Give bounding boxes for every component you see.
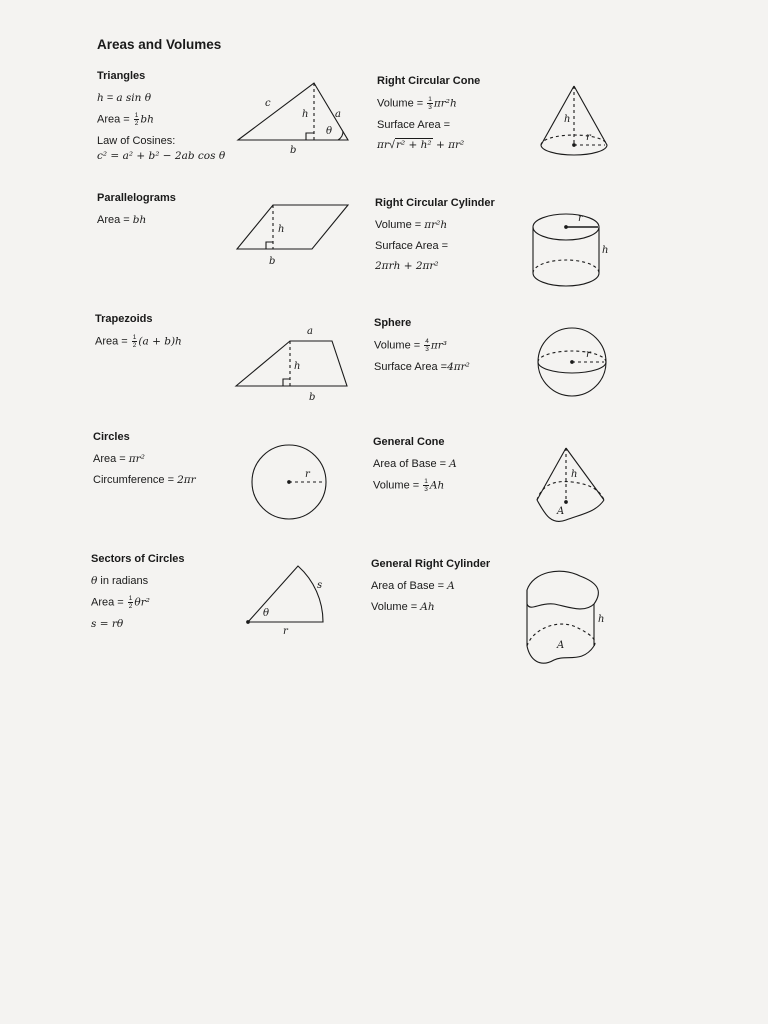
cone-surface-area-formula: πr√r² + h² + πr² [377, 139, 465, 151]
trapezoid-label-a: a [307, 326, 313, 337]
trapezoid-outline [236, 341, 347, 386]
general-cone-base-front [537, 500, 604, 521]
law-of-cosines-formula: c² = a² + b² − 2ab cos θ [97, 150, 226, 162]
general-cone-foot-dot [565, 501, 568, 504]
cylinder-label-r: r [578, 213, 583, 224]
general-cylinder-volume-formula: Volume = Ah [371, 601, 435, 613]
right-cylinder-figure [533, 213, 608, 286]
cylinder-label-h: h [602, 245, 609, 256]
circle-figure [252, 445, 326, 519]
triangles-heading: Triangles [97, 70, 146, 82]
right-cone-figure [541, 86, 607, 155]
general-cone-label-A: A [557, 506, 565, 517]
cone-surface-area-label: Surface Area = [377, 119, 451, 131]
right-cone-heading: Right Circular Cone [377, 75, 481, 87]
cylinder-surface-area-formula: 2πrh + 2πr² [375, 260, 439, 272]
cone-volume-formula: Volume = $\frac{1}{3}$ πr²h [377, 96, 457, 111]
sector-vertex-dot [247, 621, 250, 624]
general-cone-base-formula: Area of Base = A [373, 458, 457, 470]
cylinder-base-front [533, 273, 599, 286]
trapezoid-label-b: b [309, 392, 316, 403]
law-of-cosines-label: Law of Cosines: [97, 135, 176, 147]
triangle-label-a: a [335, 109, 341, 120]
general-cone-heading: General Cone [373, 436, 445, 448]
sphere-figure [538, 328, 606, 396]
parallelogram-outline [237, 205, 348, 249]
cone-label-r: r [586, 132, 591, 143]
triangle-height-formula: h = a sin θ [97, 92, 152, 104]
sector-label-s: s [317, 580, 323, 591]
trapezoids-heading: Trapezoids [95, 313, 153, 325]
trapezoid-label-h: h [294, 361, 301, 372]
general-cylinder-top [527, 571, 598, 609]
page-title: Areas and Volumes [97, 37, 222, 52]
sphere-center-dot [571, 361, 574, 364]
sectors-heading: Sectors of Circles [91, 553, 185, 565]
general-cone-base-back [537, 482, 604, 500]
trapezoid-right-angle-mark [283, 379, 290, 386]
parallelogram-label-b: b [269, 256, 276, 267]
triangle-right-angle-mark [306, 133, 314, 140]
general-cylinder-label-h: h [598, 614, 605, 625]
circle-label-r: r [305, 469, 310, 480]
cylinder-surface-area-label: Surface Area = [375, 240, 449, 252]
parallelogram-figure [237, 205, 348, 267]
parallelograms-heading: Parallelograms [97, 192, 176, 204]
cylinder-center-dot [565, 226, 568, 229]
sector-figure [247, 566, 323, 637]
general-cone-figure [537, 448, 604, 521]
cylinder-base-back [533, 260, 599, 273]
triangle-figure [238, 83, 348, 156]
parallelogram-area-formula: Area = bh [97, 214, 147, 226]
general-cylinder-base-formula: Area of Base = A [371, 580, 455, 592]
circumference-formula: Circumference = 2πr [93, 474, 196, 486]
sector-outline [248, 566, 323, 622]
triangle-label-c: c [265, 98, 271, 109]
general-cylinder-heading: General Right Cylinder [371, 558, 491, 570]
trapezoid-area-formula: Area = $\frac{1}{2}$ (a + b)h [95, 334, 182, 349]
general-cylinder-label-A: A [557, 640, 565, 651]
general-cone-label-h: h [571, 469, 578, 480]
cone-label-h: h [564, 114, 571, 125]
parallelogram-label-h: h [278, 224, 285, 235]
triangle-label-theta: θ [326, 126, 333, 137]
sector-area-formula: Area = $\frac{1}{2}$ θr² [91, 595, 150, 610]
general-cylinder-figure [527, 571, 604, 663]
triangle-label-h: h [302, 109, 309, 120]
cone-base-center-dot [573, 144, 576, 147]
sphere-heading: Sphere [374, 317, 412, 329]
sphere-label-r: r [586, 349, 591, 360]
circle-area-formula: Area = πr² [93, 453, 145, 465]
parallelogram-right-angle-mark [266, 242, 273, 249]
sphere-surface-area-formula: Surface Area =4πr² [374, 361, 470, 373]
triangle-area-formula: Area = $\frac{1}{2}$ bh [97, 112, 154, 127]
arc-length-formula: s = rθ [91, 618, 124, 630]
sector-label-r: r [283, 626, 288, 637]
circles-heading: Circles [93, 431, 130, 443]
cylinder-volume-formula: Volume = πr²h [375, 219, 448, 231]
general-cone-volume-formula: Volume = $\frac{1}{3}$ Ah [373, 478, 445, 493]
right-cylinder-heading: Right Circular Cylinder [375, 197, 495, 209]
triangle-label-b: b [290, 145, 297, 156]
trapezoid-figure [236, 326, 347, 403]
sector-label-theta: θ [263, 608, 270, 619]
triangle-angle-arc [338, 131, 343, 140]
sphere-volume-formula: Volume = $\frac{4}{3}$ πr³ [374, 338, 447, 353]
sector-theta-note: θ in radians [91, 575, 149, 587]
